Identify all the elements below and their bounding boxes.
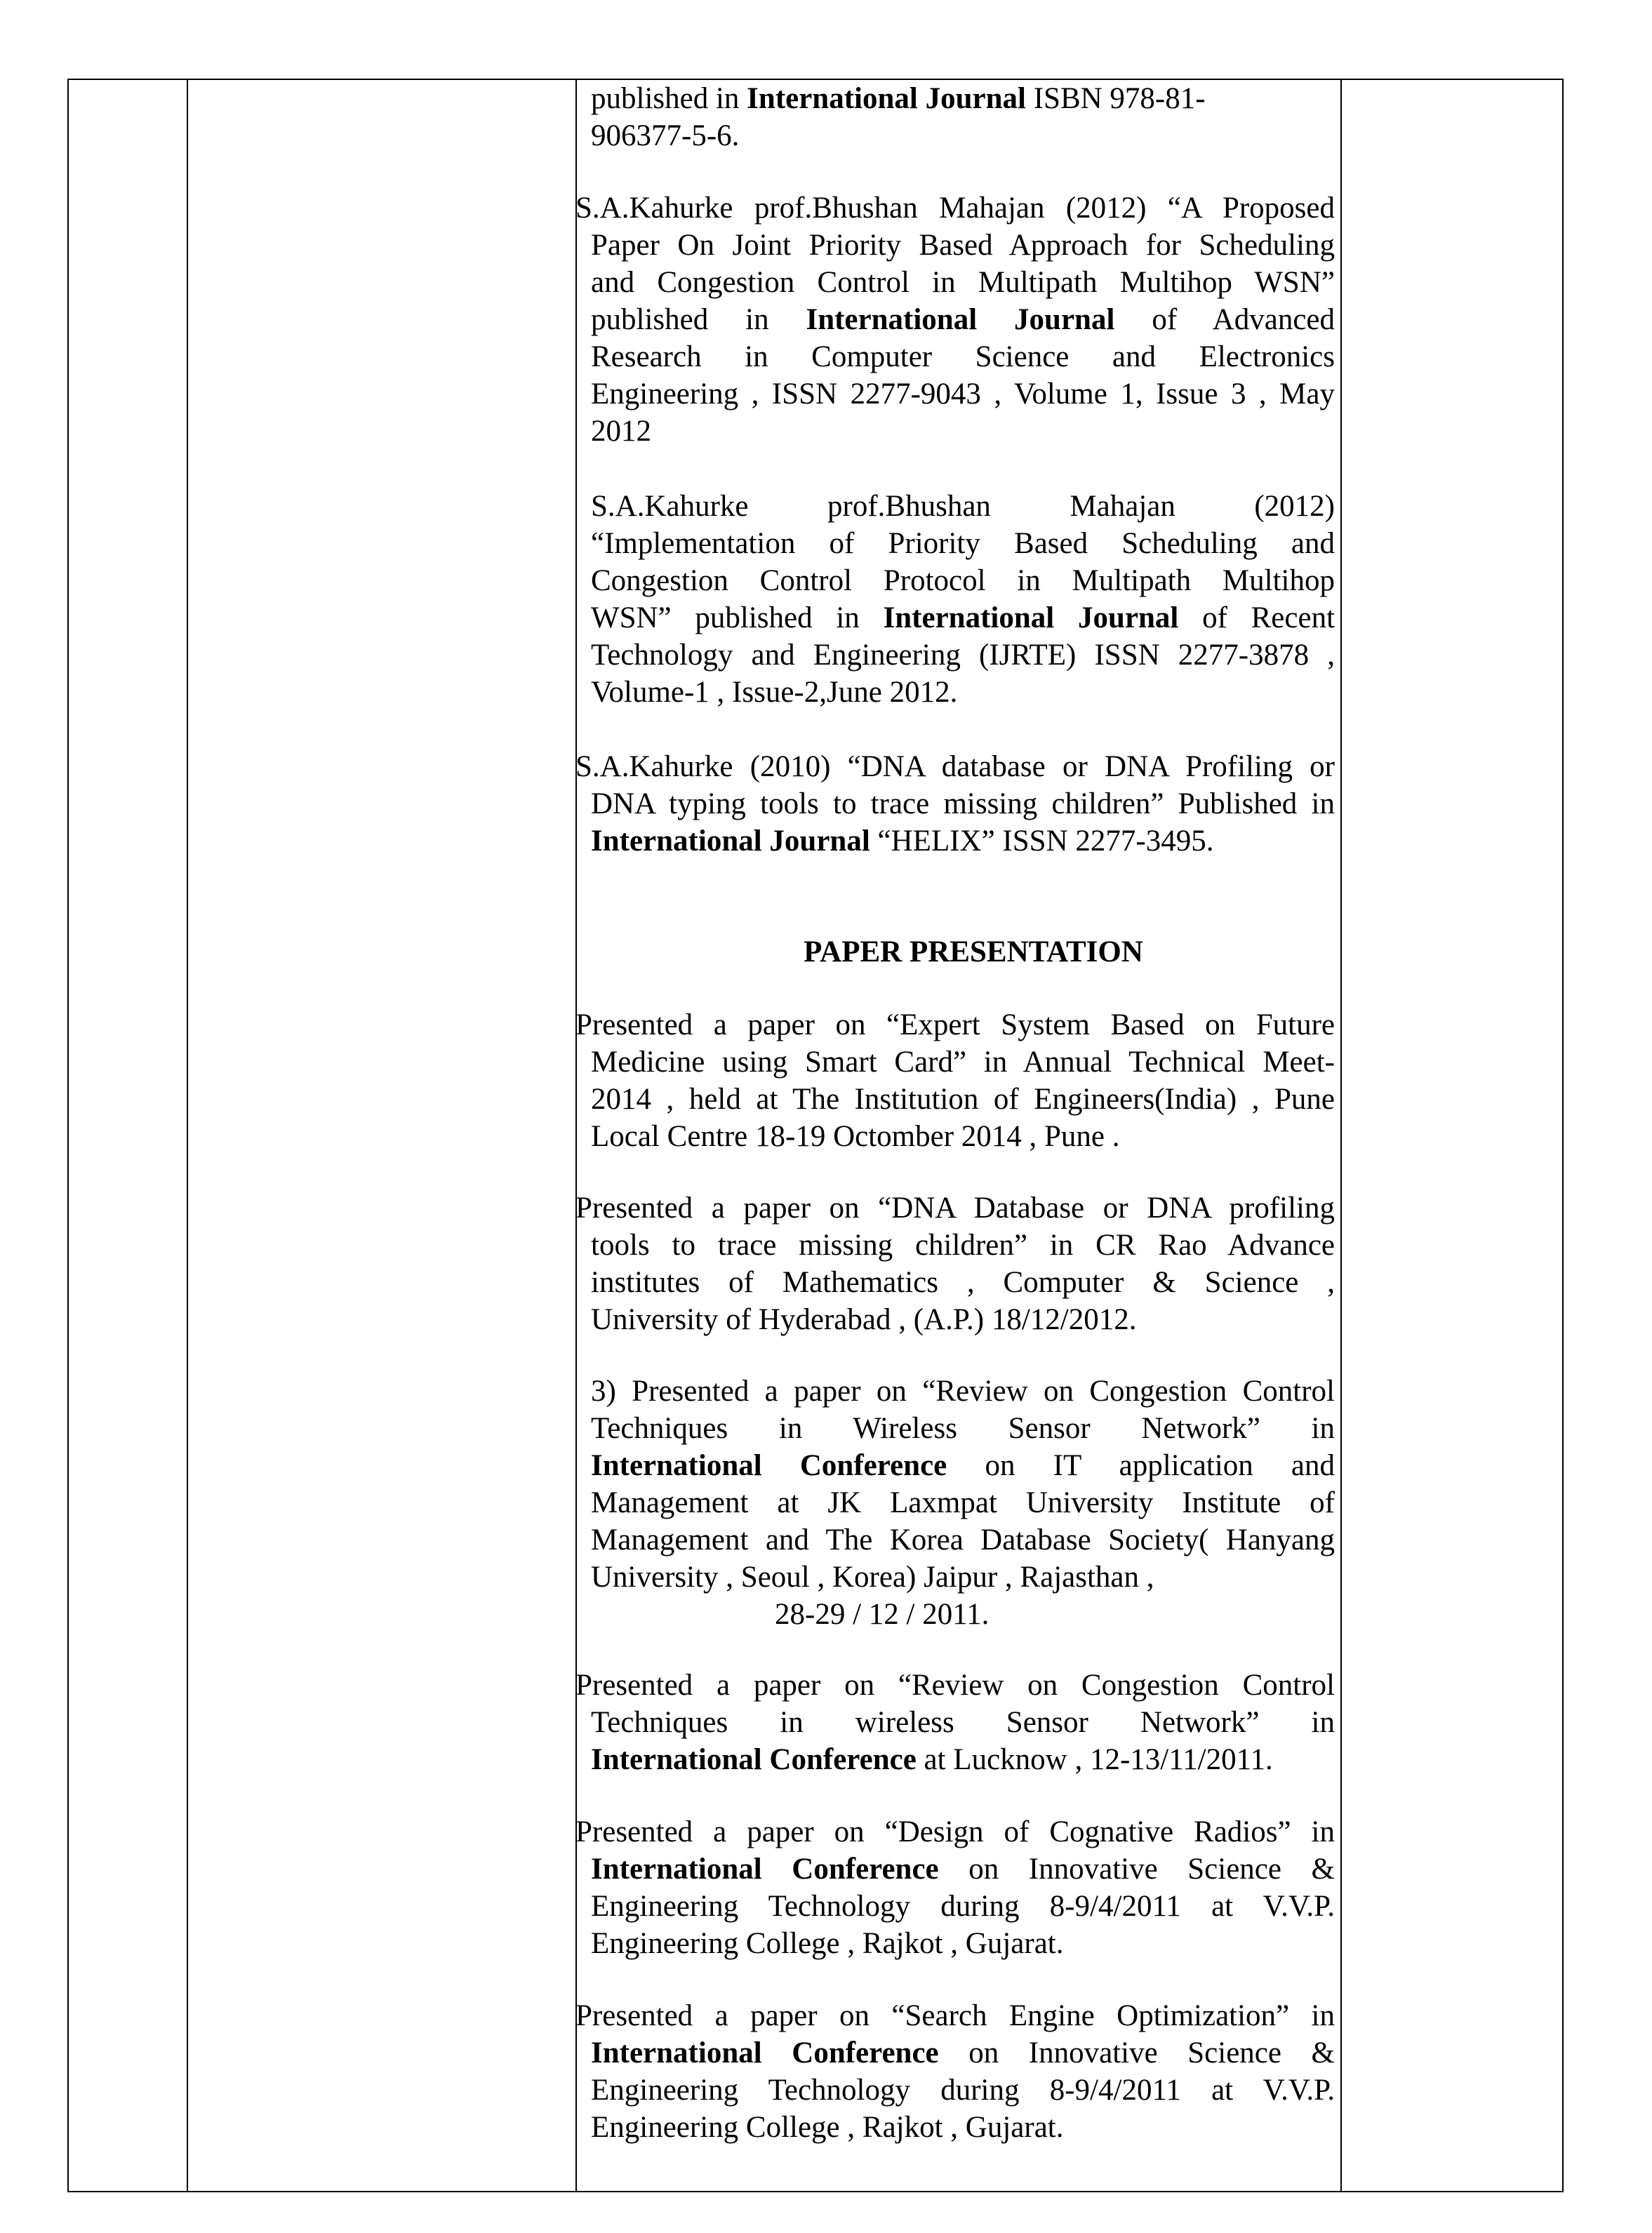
text: 28-29 / 12 / 2011. bbox=[775, 1598, 990, 1631]
text: “Implementation of Priority Based Scheduling and bbox=[591, 527, 1335, 560]
text: 906377-5-6. bbox=[591, 119, 740, 152]
text-with-bold bbox=[575, 1741, 1335, 1778]
text: Local Centre 18-19 Octomber 2014 , Pune . bbox=[591, 1120, 1120, 1153]
conference-bold: International Conference bbox=[591, 1449, 947, 1482]
text: institutes of Mathematics , Computer & Science , bbox=[591, 1266, 1335, 1299]
conference-bold: International Conference bbox=[591, 2037, 939, 2069]
text: Engineering Technology during 8-9/4/2011 at V.V.P. bbox=[591, 1890, 1335, 1923]
text-with-bold bbox=[575, 301, 1335, 338]
text-with-bold bbox=[575, 2034, 1335, 2072]
text: published in bbox=[591, 82, 747, 115]
conference-bold: International Conference bbox=[591, 1743, 917, 1776]
section-heading: PAPER PRESENTATION bbox=[804, 935, 1143, 968]
text: Research in Computer Science and Electronics bbox=[591, 340, 1335, 373]
text: at Lucknow , 12-13/11/2011. bbox=[916, 1743, 1273, 1776]
text: and Congestion Control in Multipath Multihop WSN” bbox=[591, 266, 1335, 299]
text: Engineering Technology during 8-9/4/2011 at V.V.P. bbox=[591, 2074, 1335, 2107]
text: “HELIX” ISSN 2277-3495. bbox=[870, 825, 1214, 858]
text: Medicine using Smart Card” in Annual Technical Meet- bbox=[591, 1046, 1335, 1079]
publication-entry-fragment bbox=[591, 80, 1335, 154]
text: Engineering , ISSN 2277-9043 , Volume 1, Issue 3 , May bbox=[591, 378, 1335, 411]
publication-entry bbox=[575, 748, 1335, 860]
text: Engineering College , Rajkot , Gujarat. bbox=[591, 2111, 1064, 2144]
journal-bold: International Journal bbox=[806, 303, 1115, 336]
text: Presented a paper on “Search Engine Optimization” in bbox=[575, 1999, 1335, 2032]
text: S.A.Kahurke prof.Bhushan Mahajan (2012) “A Proposed bbox=[575, 192, 1335, 225]
presentation-entry bbox=[575, 1813, 1335, 1962]
text: 2014 , held at The Institution of Engineers(India) , Pune bbox=[591, 1083, 1335, 1116]
text: ISBN 978-81- bbox=[1025, 82, 1206, 115]
text: WSN” published in bbox=[591, 601, 884, 634]
text: S.A.Kahurke (2010) “DNA database or DNA Profiling or bbox=[575, 750, 1335, 783]
text: 2012 bbox=[591, 415, 651, 448]
text: on IT application and bbox=[947, 1449, 1335, 1482]
text: Presented a paper on “Review on Congestion Control bbox=[575, 1669, 1335, 1702]
text: 3) Presented a paper on “Review on Congestion Control bbox=[591, 1375, 1335, 1408]
presentation-entry bbox=[575, 1997, 1335, 2146]
text-with-bold bbox=[591, 1447, 1335, 1484]
presentation-entry bbox=[575, 1667, 1335, 1778]
column-divider-1 bbox=[187, 79, 188, 2192]
text: Engineering College , Rajkot , Gujarat. bbox=[591, 1927, 1064, 1960]
text-with-bold bbox=[575, 822, 1335, 860]
text: S.A.Kahurke prof.Bhushan Mahajan (2012) bbox=[591, 490, 1335, 523]
text: Management at JK Laxmpat University Institute of bbox=[591, 1486, 1335, 1519]
text: University of Hyderabad , (A.P.) 18/12/2012. bbox=[591, 1303, 1137, 1336]
conference-bold: International Conference bbox=[591, 1853, 939, 1886]
publication-entry bbox=[575, 189, 1335, 450]
text: Techniques in wireless Sensor Network” in bbox=[591, 1706, 1335, 1739]
text: Presented a paper on “Expert System Based on Future bbox=[575, 1008, 1335, 1041]
text: of Advanced bbox=[1114, 303, 1335, 336]
text: Technology and Engineering (IJRTE) ISSN 2277-3878 , bbox=[591, 639, 1335, 672]
presentation-entry bbox=[575, 1189, 1335, 1338]
presentation-entry bbox=[591, 1373, 1335, 1633]
text: Management and The Korea Database Society( Hanyang bbox=[591, 1524, 1335, 1557]
text: University , Seoul , Korea) Jaipur , Rajasthan , bbox=[591, 1561, 1154, 1594]
text: Volume-1 , Issue-2,June 2012. bbox=[591, 676, 958, 709]
text: published in bbox=[591, 303, 806, 336]
journal-bold: International Journal bbox=[747, 82, 1026, 115]
journal-bold: International Journal bbox=[883, 601, 1179, 634]
text: Techniques in Wireless Sensor Network” in bbox=[591, 1412, 1335, 1445]
text-with-bold bbox=[575, 1851, 1335, 1888]
publication-entry bbox=[591, 488, 1335, 711]
text: Presented a paper on “Design of Cognative Radios” in bbox=[575, 1815, 1335, 1848]
text: Presented a paper on “DNA Database or DNA profiling bbox=[575, 1192, 1335, 1225]
text: tools to trace missing children” in CR Rao Advance bbox=[591, 1229, 1335, 1262]
text: DNA typing tools to trace missing children” Published in bbox=[591, 787, 1335, 820]
details-column bbox=[575, 79, 1360, 2184]
text: Paper On Joint Priority Based Approach for Scheduling bbox=[591, 229, 1335, 262]
journal-bold: International Journal bbox=[591, 825, 870, 858]
text: of Recent bbox=[1178, 601, 1335, 634]
text-with-bold bbox=[591, 599, 1335, 636]
text: on Innovative Science & bbox=[938, 2037, 1335, 2069]
text: on Innovative Science & bbox=[938, 1853, 1335, 1886]
text: Congestion Control Protocol in Multipath Multihop bbox=[591, 564, 1335, 597]
presentation-entry bbox=[575, 1006, 1335, 1155]
